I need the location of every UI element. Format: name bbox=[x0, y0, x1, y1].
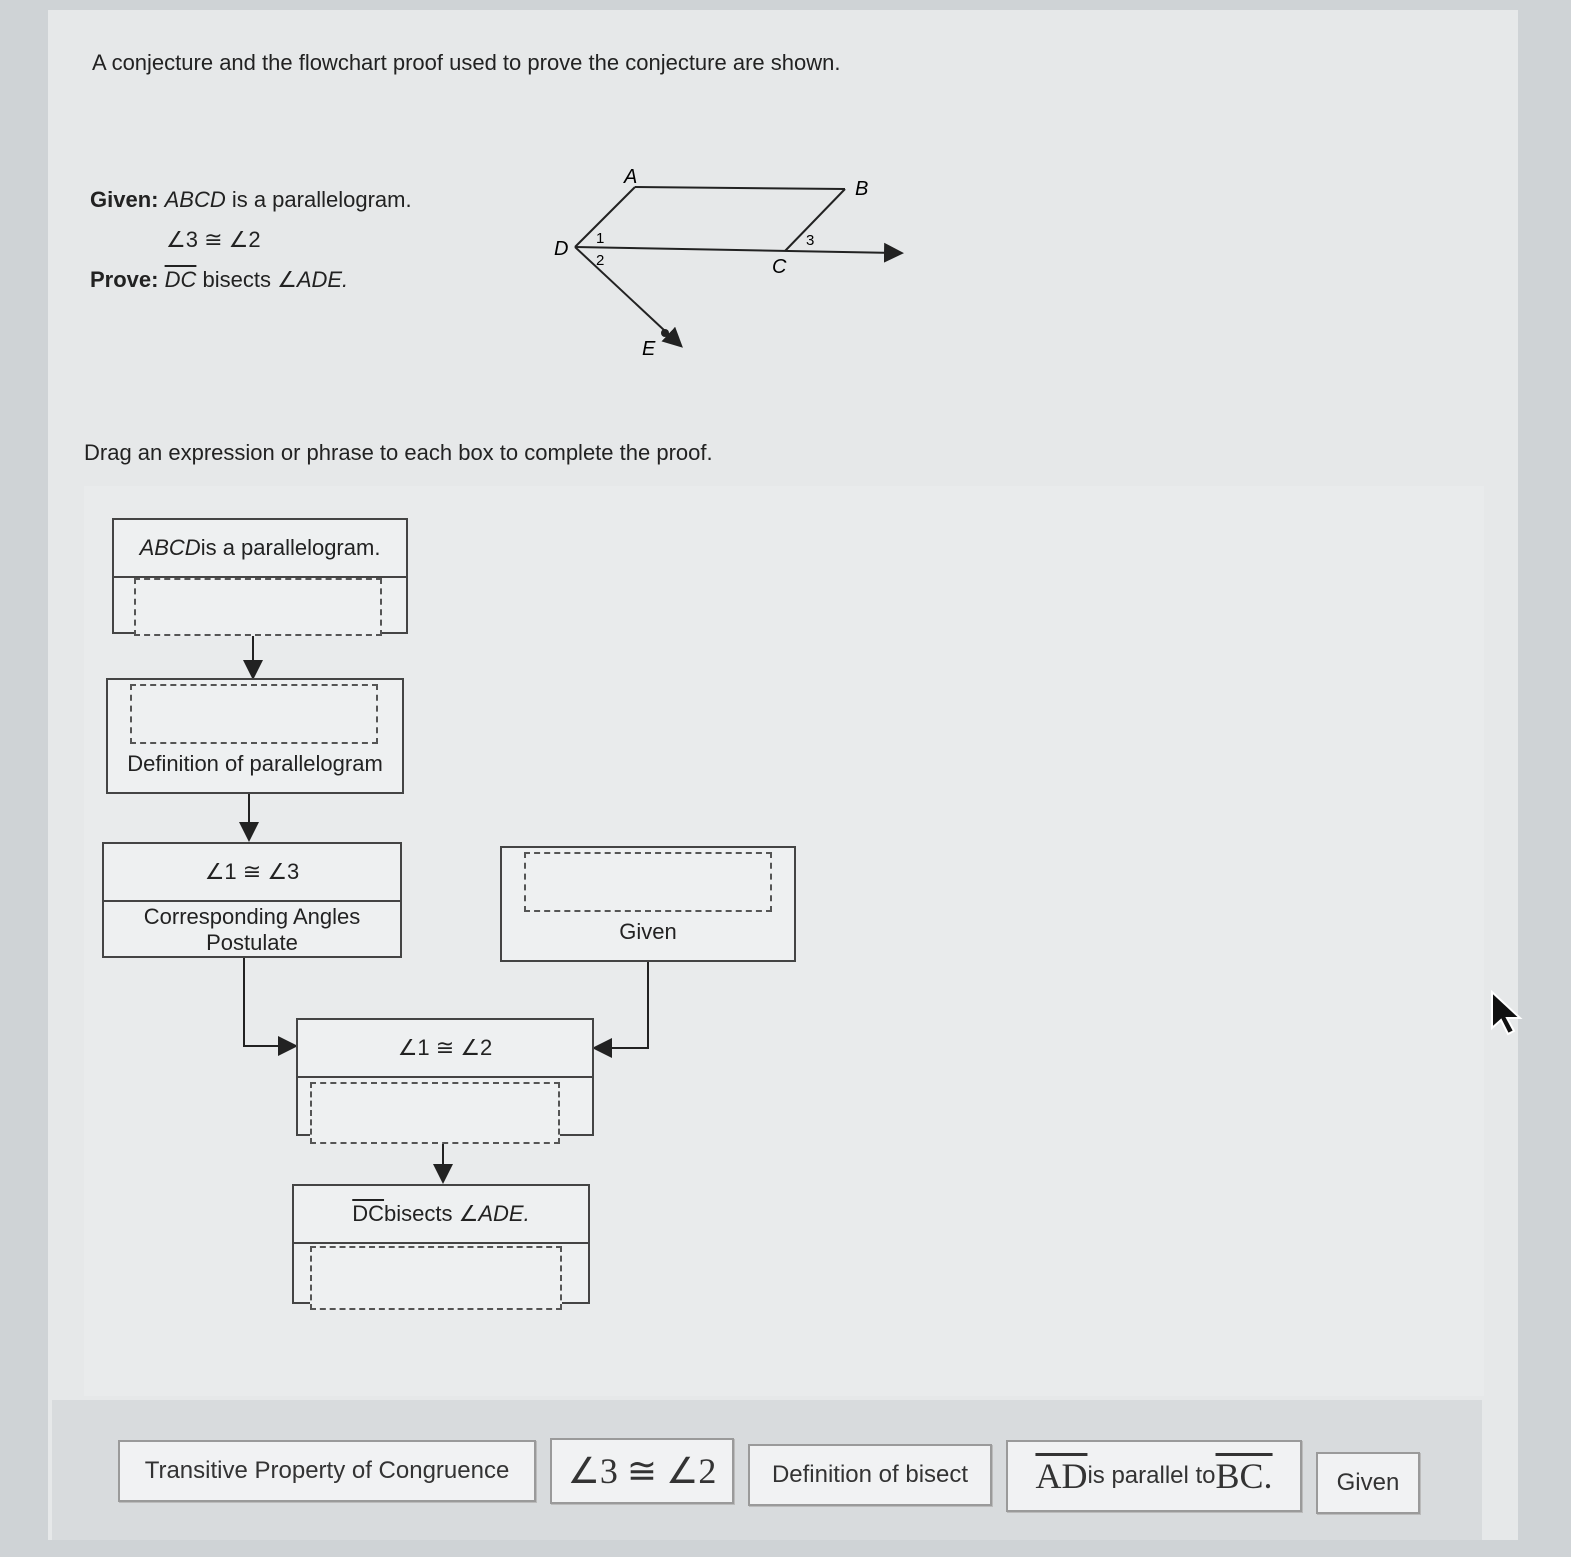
label-angle-2: 2 bbox=[596, 252, 605, 269]
prove-segment: $\overline{DC}$ bbox=[164, 267, 197, 292]
drop-zone-reason-6[interactable] bbox=[310, 1246, 562, 1310]
label-angle-1: 1 bbox=[596, 230, 605, 247]
drop-zone-statement-4[interactable] bbox=[524, 852, 772, 912]
box3-reason: Corresponding Angles Postulate bbox=[143, 904, 361, 955]
tile-ad-parallel-bc[interactable]: $\overline{AD}$ is parallel to BC. bbox=[1006, 1440, 1302, 1512]
tile-given[interactable]: Given bbox=[1316, 1452, 1420, 1514]
proof-box-corresponding-angles bbox=[102, 842, 402, 958]
intro-text: A conjecture and the flowchart proof used to prove the conjecture are shown. bbox=[92, 50, 841, 75]
arrow-cursor-icon bbox=[1490, 990, 1526, 1038]
box5-statement: ∠1 ≅ ∠2 bbox=[298, 1020, 592, 1078]
label-a: A bbox=[624, 166, 638, 188]
box4-reason: Given bbox=[619, 919, 677, 944]
box3-statement: ∠1 ≅ ∠3 bbox=[104, 844, 400, 902]
box1-statement: ABCD is a parallelogram. bbox=[114, 520, 406, 578]
prove-angle: ADE. bbox=[296, 267, 349, 292]
prove-text: bisects ∠ bbox=[196, 267, 297, 292]
label-d: D bbox=[554, 238, 569, 260]
tile-definition-of-bisect[interactable]: Definition of bisect bbox=[748, 1444, 992, 1506]
box6-statement: $\overline{DC}$ bisects ∠ ADE. bbox=[294, 1186, 588, 1244]
drop-zone-reason-1[interactable] bbox=[134, 578, 382, 636]
box2-reason: Definition of parallelogram bbox=[127, 751, 383, 776]
given-angle: ∠3 ≅ ∠2 bbox=[166, 227, 261, 252]
given-text: is a parallelogram. bbox=[225, 187, 412, 212]
instruction-text: Drag an expression or phrase to each box to complete the proof. bbox=[84, 440, 713, 465]
label-e: E bbox=[642, 338, 656, 360]
label-angle-3: 3 bbox=[806, 232, 815, 249]
drop-zone-statement-2[interactable] bbox=[130, 684, 378, 744]
given-figure: ABCD bbox=[164, 187, 226, 212]
label-b: B bbox=[855, 178, 869, 200]
tile-transitive-property[interactable]: Transitive Property of Congruence bbox=[118, 1440, 536, 1502]
tile-angle-3-congruent-2[interactable]: ∠3 ≅ ∠2 bbox=[550, 1438, 734, 1504]
label-c: C bbox=[772, 256, 787, 278]
prove-label: Prove: bbox=[90, 267, 159, 292]
drop-zone-reason-5[interactable] bbox=[310, 1082, 560, 1144]
given-label: Given: bbox=[90, 187, 159, 212]
